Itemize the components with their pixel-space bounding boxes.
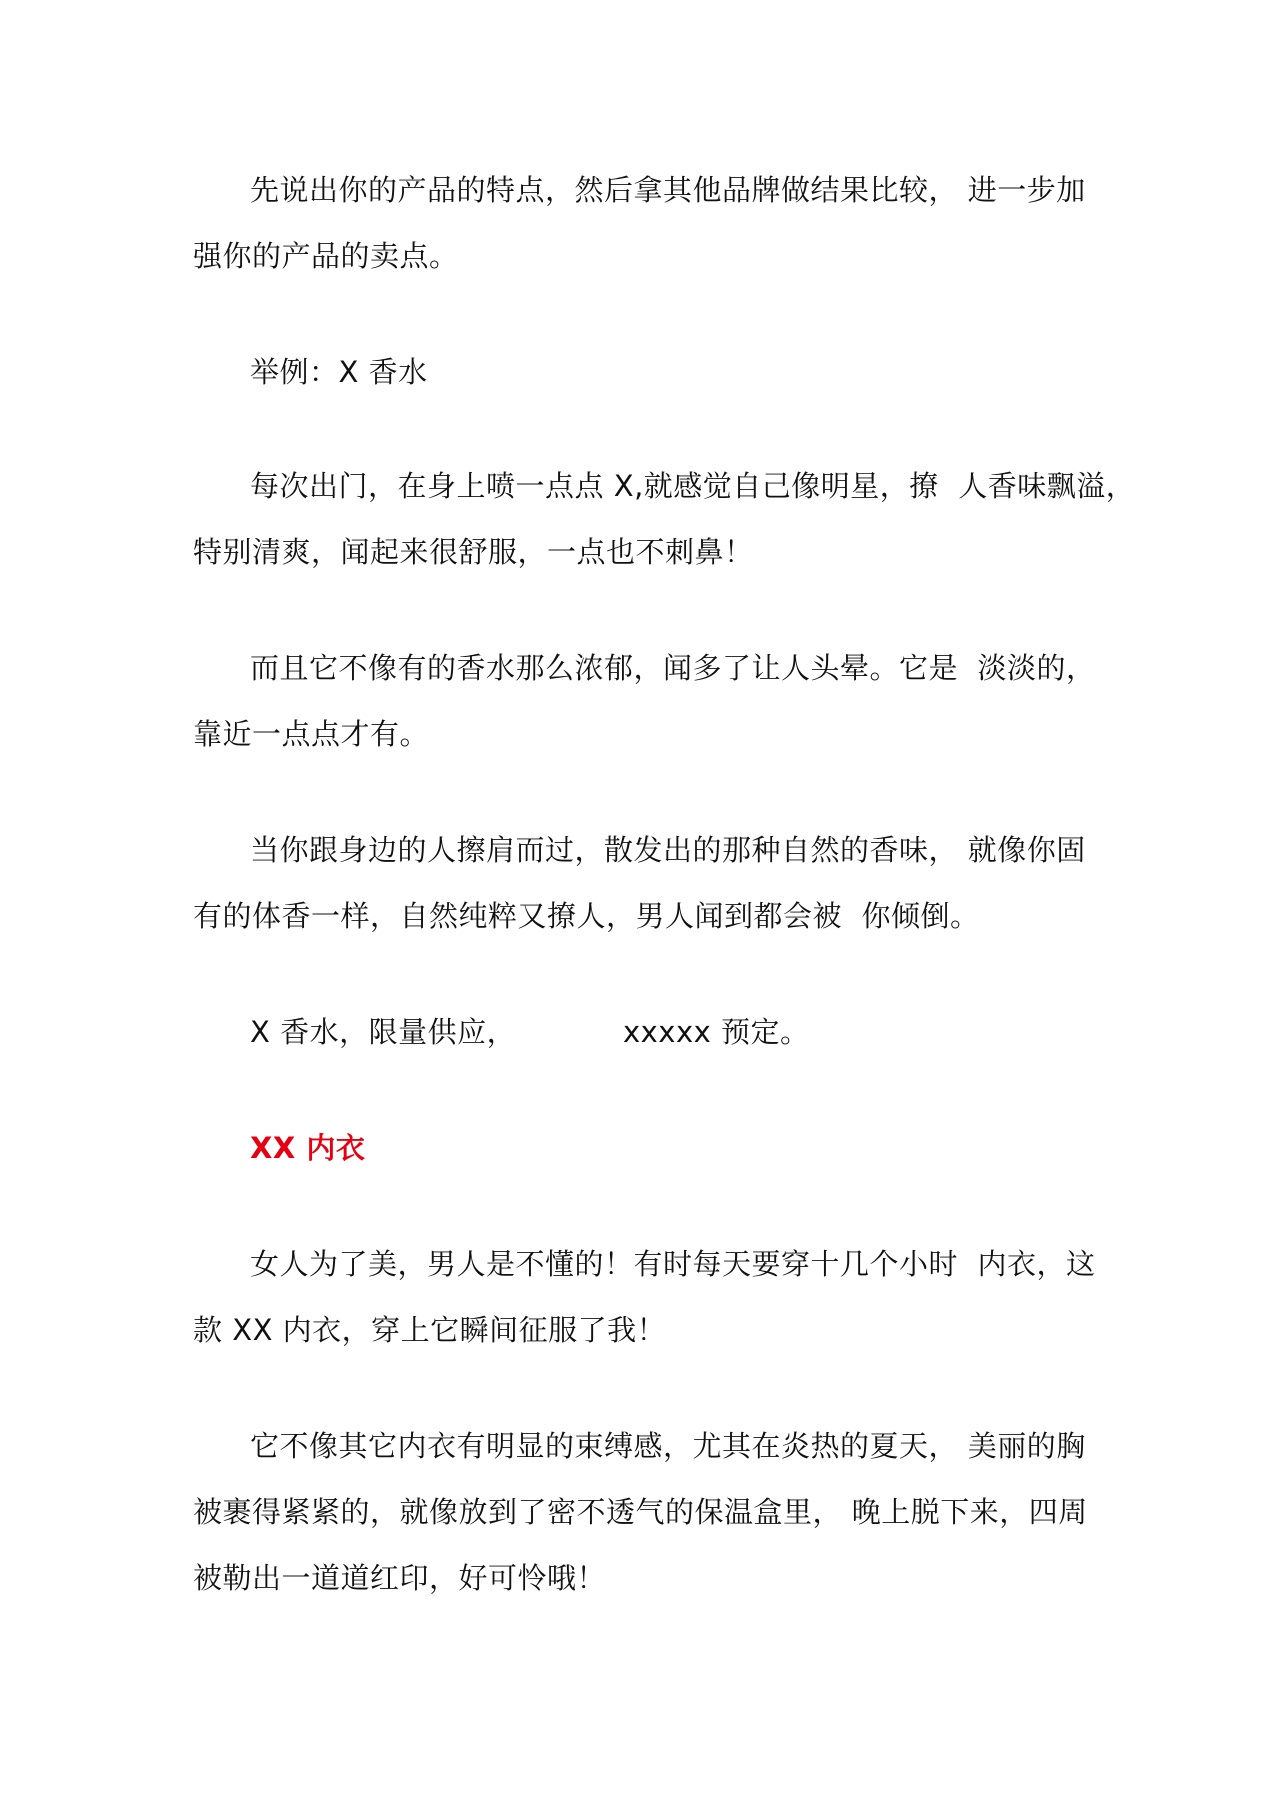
paragraph-1-line-1: 先说出你的产品的特点，然后拿其他品牌做结果比较， 进一步加 xyxy=(250,173,1086,207)
paragraph-5-line-1: 当你跟身边的人擦肩而过，散发出的那种自然的香味， 就像你固 xyxy=(250,833,1086,867)
paragraph-2-line-1: 举例：X 香水 xyxy=(250,355,428,389)
paragraph-3-line-2: 特别清爽，闻起来很舒服，一点也不刺鼻！ xyxy=(193,535,754,569)
paragraph-8-line-1: 它不像其它内衣有明显的束缚感，尤其在炎热的夏天， 美丽的胸 xyxy=(250,1429,1086,1463)
paragraph-8-line-3: 被勒出一道道红印，好可怜哦！ xyxy=(193,1561,607,1595)
section-heading: XX 内衣 xyxy=(250,1131,366,1165)
paragraph-7-line-2: 款 XX 内衣，穿上它瞬间征服了我！ xyxy=(193,1313,667,1347)
paragraph-7-line-1: 女人为了美，男人是不懂的！有时每天要穿十几个小时 内衣，这 xyxy=(250,1247,1096,1281)
paragraph-4-line-2: 靠近一点点才有。 xyxy=(193,717,430,751)
paragraph-4-line-1: 而且它不像有的香水那么浓郁，闻多了让人头晕。它是 淡淡的， xyxy=(250,651,1096,685)
paragraph-3-line-1: 每次出门，在身上喷一点点 X,就感觉自己像明星，撩 人香味飘溢， xyxy=(250,469,1136,503)
paragraph-5-line-2: 有的体香一样，自然纯粹又撩人，男人闻到都会被 你倾倒。 xyxy=(193,899,980,933)
paragraph-8-line-2: 被裹得紧紧的，就像放到了密不透气的保温盒里， 晚上脱下来，四周 xyxy=(193,1495,1088,1529)
paragraph-6-line-1: X 香水，限量供应， xxxxx 预定。 xyxy=(250,1015,810,1049)
paragraph-1-line-2: 强你的产品的卖点。 xyxy=(193,239,459,273)
